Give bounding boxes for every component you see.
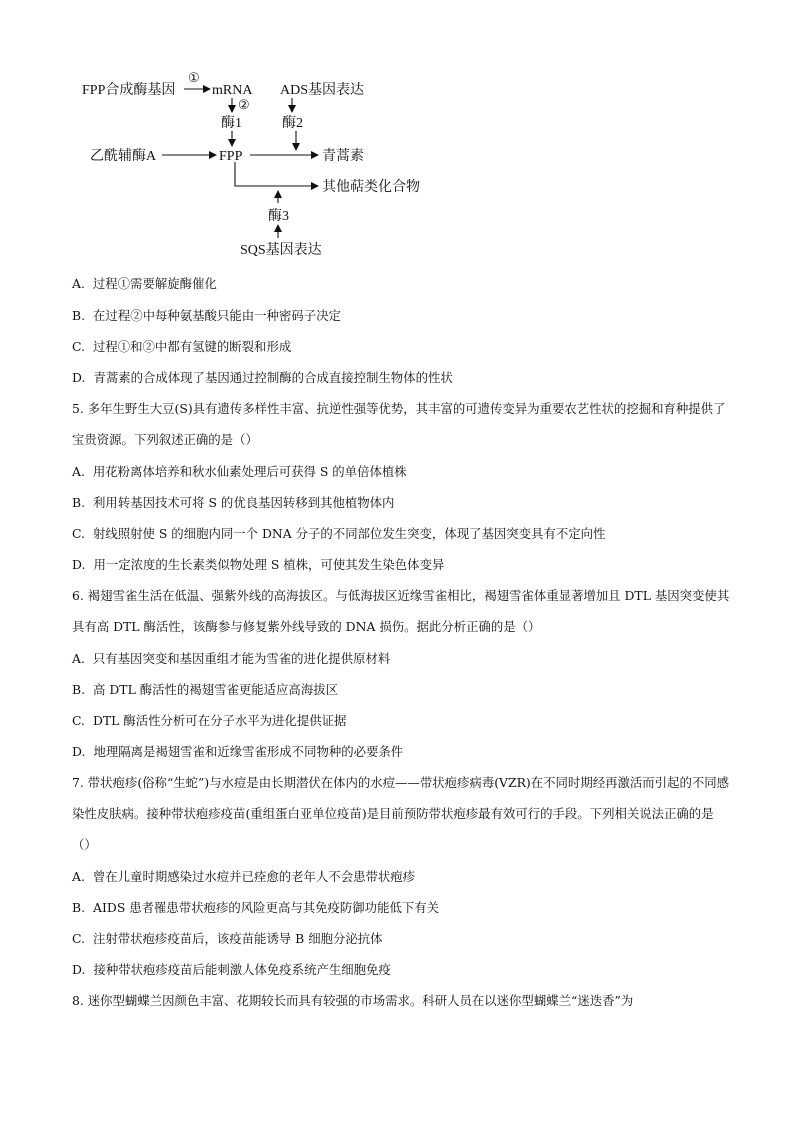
q7-option-d: D. 接种带状疱疹疫苗后能刺激人体免疫系统产生细胞免疫 (72, 962, 391, 977)
q5-stem: 5. 多年生野生大豆(S)具有遗传多样性丰富、抗逆性强等优势，其丰富的可遗传变异为重要农艺性状的挖掘和育种提供了宝贵资源。下列叙述正确的是（） (72, 401, 726, 447)
q6-option-d: D. 地理隔离是褐翅雪雀和近缘雪雀形成不同物种的必要条件 (72, 744, 404, 759)
sqs-expression-label: SQS基因表达 (240, 243, 322, 258)
q4-option-b: B. 在过程②中每种氨基酸只能由一种密码子决定 (72, 308, 341, 323)
mrna-label: mRNA (212, 83, 253, 98)
q5-option-a: A. 用花粉离体培养和秋水仙素处理后可获得 S 的单倍体植株 (72, 464, 407, 479)
q6-option-a: A. 只有基因突变和基因重组才能为雪雀的进化提供原材料 (72, 651, 391, 666)
artemisinin-label: 青蒿素 (322, 149, 364, 164)
enzyme1-label: 酶1 (221, 116, 242, 131)
step2-label: ② (238, 97, 250, 112)
enzyme3-label: 酶3 (268, 209, 289, 224)
q5-option-b: B. 利用转基因技术可将 S 的优良基因转移到其他植物体内 (72, 495, 395, 510)
q6-stem: 6. 褐翅雪雀生活在低温、强紫外线的高海拔区。与低海拔区近缘雪雀相比，褐翅雪雀体重显著增加且 DTL 基因突变使其具有高 DTL 酶活性，该酶参与修复紫外线导致的 DNA 损伤。据此分析正确的是（） (72, 588, 730, 634)
q7-stem: 7. 带状疱疹(俗称“生蛇”)与水痘是由长期潜伏在体内的水痘——带状疱疹病毒(VZR)在不同时期经再激活而引起的不同感染性皮肤病。接种带状疱疹疫苗(重组蛋白亚单位疫苗)是目前预防带状疱疹最有效可行的手段。下列相关说法正确的是（） (72, 775, 730, 852)
ads-expression-label: ADS基因表达 (280, 83, 365, 98)
q4-option-c: C. 过程①和②中都有氢键的断裂和形成 (72, 339, 292, 354)
q6-option-b: B. 高 DTL 酶活性的褐翅雪雀更能适应高海拔区 (72, 682, 338, 697)
arrow-fpp-to-other (235, 162, 318, 186)
q7-option-c: C. 注射带状疱疹疫苗后，该疫苗能诱导 B 细胞分泌抗体 (72, 931, 383, 946)
q4-option-d: D. 青蒿素的合成体现了基因通过控制酶的合成直接控制生物体的性状 (72, 370, 453, 385)
other-terpenoids-label: 其他萜类化合物 (322, 180, 420, 195)
enzyme2-label: 酶2 (282, 116, 303, 131)
fpp-synthase-gene-label: FPP合成酶基因 (82, 83, 176, 98)
q5-option-d: D. 用一定浓度的生长素类似物处理 S 植株，可使其发生染色体变异 (72, 557, 445, 572)
step1-label: ① (188, 70, 200, 85)
q7-option-b: B. AIDS 患者罹患带状疱疹的风险更高与其免疫防御功能低下有关 (72, 900, 440, 915)
q4-option-a: A. 过程①需要解旋酶催化 (72, 276, 217, 291)
pathway-diagram (0, 0, 794, 270)
fpp-label: FPP (219, 149, 243, 164)
q5-option-c: C. 射线照射使 S 的细胞内同一个 DNA 分子的不同部位发生突变，体现了基因突变具有不定向性 (72, 526, 606, 541)
q8-stem: 8. 迷你型蝴蝶兰因颜色丰富、花期较长而具有较强的市场需求。科研人员在以迷你型蝴蝶兰“迷迭香”为 (72, 993, 634, 1008)
q7-option-a: A. 曾在儿童时期感染过水痘并已痊愈的老年人不会患带状疱疹 (72, 869, 416, 884)
acetyl-coa-label: 乙酰辅酶A (90, 149, 157, 164)
q6-option-c: C. DTL 酶活性分析可在分子水平为进化提供证据 (72, 713, 347, 728)
